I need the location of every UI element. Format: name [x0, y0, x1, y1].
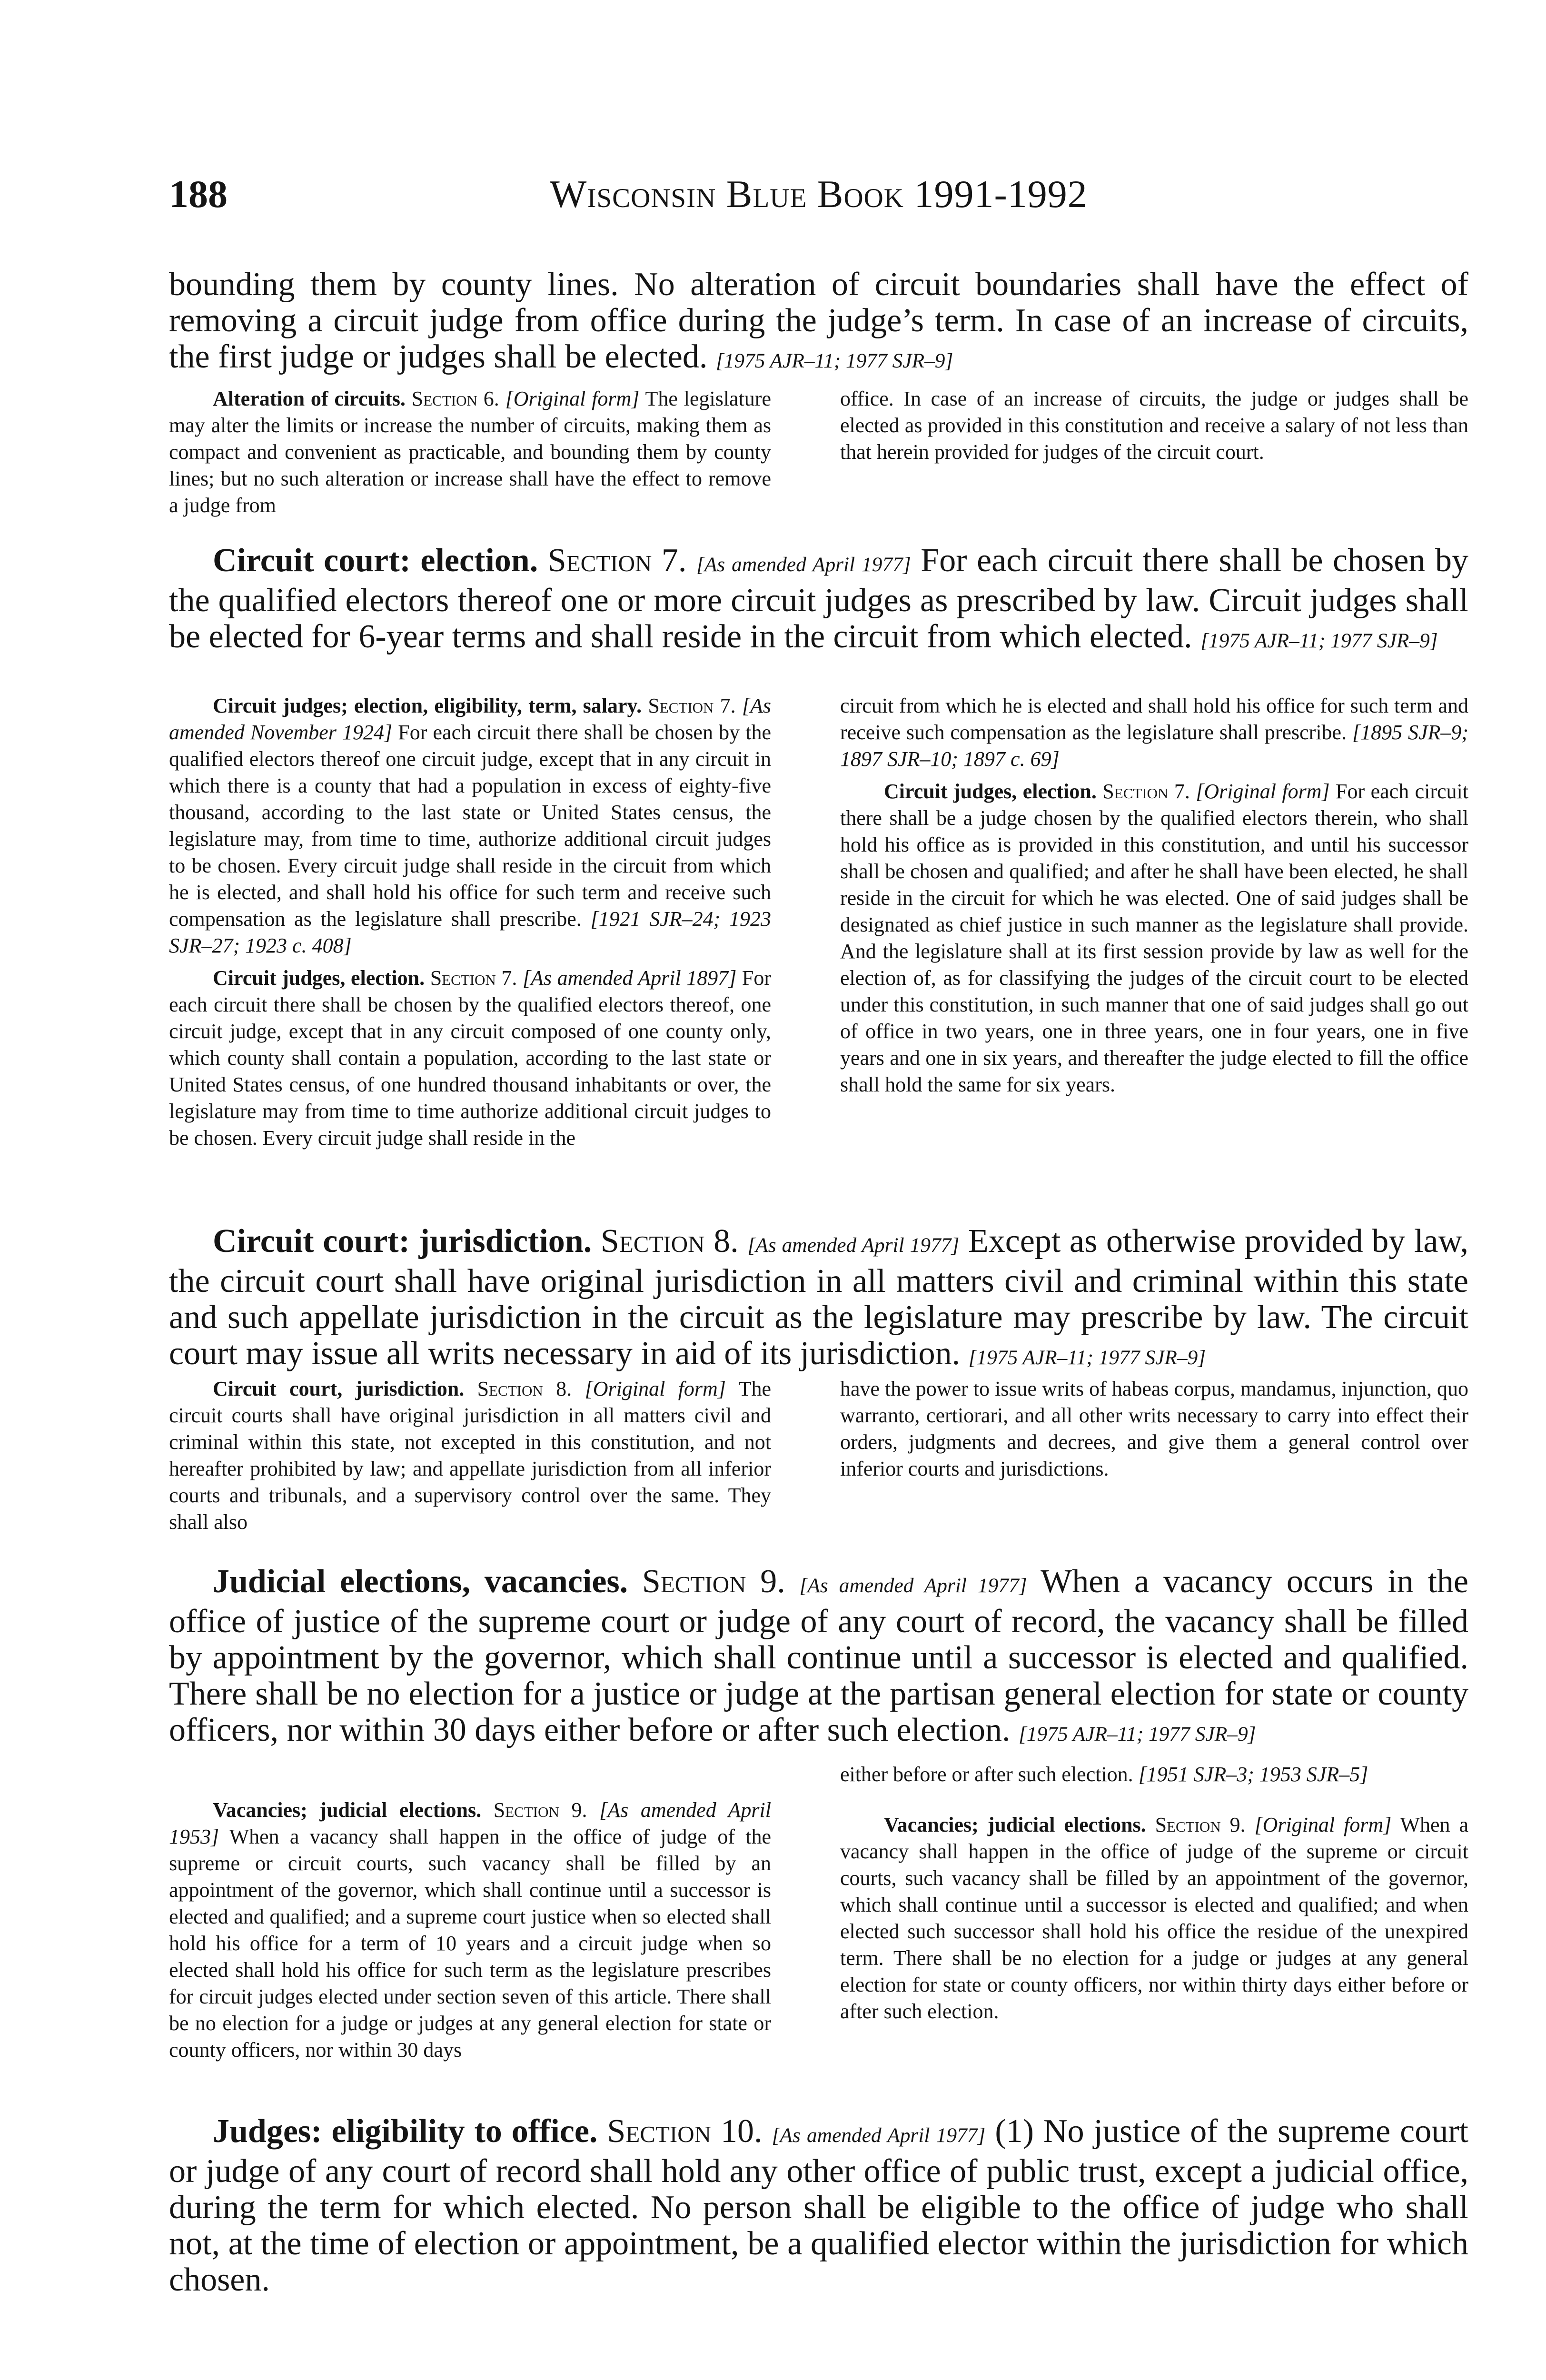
- section-citation: [1975 AJR–11; 1977 SJR–9]: [1200, 629, 1438, 652]
- section-number: Section 9.: [642, 1563, 785, 1600]
- note-text: For each circuit there shall be chosen by the qualified electors thereof, one circuit judge, except that in any circuit composed of one county only, which county shall contain a population, according to the last state or United States census, of one hundred thousand inhabitants or over, the legislature may from time to time authorize additional circuit judges to be chosen. Every circuit judge shall reside in the: [169, 966, 772, 1150]
- note-text: have the power to issue writs of habeas corpus, mandamus, injunction, quo warranto, certiorari, and all other writs necessary to carry into effect their orders, judgments and decrees, and give them a general control over inferior courts and jurisdictions.: [840, 1377, 1468, 1480]
- section-amended: [As amended April 1977]: [799, 1574, 1027, 1597]
- note-heading: Circuit court, jurisdiction.: [213, 1377, 465, 1400]
- intro-citation: [1975 AJR–11; 1977 SJR–9]: [715, 349, 953, 372]
- note-section: Section 7.: [648, 694, 736, 717]
- note-heading: Circuit judges, election.: [213, 966, 425, 990]
- page-number: 188: [169, 172, 228, 216]
- note-section: Section 8.: [477, 1377, 572, 1400]
- history-note-continued: [840, 1761, 1468, 1788]
- section-7-notes-left: [169, 693, 771, 1157]
- section-text: Except as otherwise provided by law, the circuit court shall have original jurisdiction in all matters civil and criminal within this state and such appellate jurisdiction in the circuit as the legislature may prescribe by law. The circuit court may issue all writs necessary in aid of its jurisdiction.: [169, 1223, 1468, 1372]
- section-10-paragraph: [169, 2113, 1468, 2298]
- note-amended: [As amended April 1953]: [169, 1798, 771, 1848]
- note-form: [Original form]: [585, 1377, 726, 1400]
- section-citation: [1975 AJR–11; 1977 SJR–9]: [1019, 1723, 1256, 1745]
- section-7-notes-right: [840, 693, 1468, 1104]
- section-9-note-left: [169, 1797, 771, 2063]
- note-text: When a vacancy shall happen in the office of judge of the supreme or circuit courts, such vacancy shall be filled by an appointment of the governor, which shall continue until a successor is elected and qualified; and when elected such successor shall hold his office the residue of the unexpired term. There shall be no election for a judge or judges at any general election for state or county officers, nor within thirty days either before or after such election.: [840, 1813, 1468, 2023]
- intro-text: bounding them by county lines. No alteration of circuit boundaries shall have the effect of removing a circuit judge from office during the judge’s term. In case of an increase of circuits, the first judge or judges shall be elected.: [169, 266, 1468, 375]
- note-section: Section 9.: [1155, 1813, 1246, 1836]
- note-form: [Original form]: [505, 387, 640, 410]
- section-heading: Judicial elections, vacancies.: [213, 1563, 628, 1600]
- intro-paragraph: [169, 267, 1468, 379]
- note-text: The circuit courts shall have original jurisdiction in all matters civil and criminal within this state, not excepted in this constitution, and not hereafter prohibited by law; and appellate jurisdiction from all inferior courts and tribunals, and a supervisory control over the same. They shall also: [169, 1377, 771, 1534]
- note-text: The legislature may alter the limits or increase the number of circuits, making them as compact and convenient as practicable, and bounding them by county lines; but no such alteration or increase shall have the effect to remove a judge from: [169, 387, 771, 517]
- alteration-note-left: [169, 386, 771, 519]
- history-note: [840, 778, 1468, 1098]
- note-text: either before or after such election.: [840, 1763, 1133, 1786]
- section-number: Section 7.: [547, 542, 687, 579]
- note-section: Section 6.: [411, 387, 499, 410]
- note-form: [Original form]: [1196, 780, 1330, 803]
- section-heading: Judges: eligibility to office.: [213, 2113, 598, 2150]
- section-7-paragraph: [169, 543, 1468, 659]
- section-amended: [As amended April 1977]: [772, 2124, 986, 2147]
- section-9-notes-right: [840, 1761, 1468, 2031]
- note-amended: [As amended November 1924]: [169, 694, 771, 744]
- section-text: For each circuit there shall be chosen by the qualified electors thereof one or more circuit judges as prescribed by law. Circuit judges shall be elected for 6-year terms and shall reside in the circuit from which elected.: [169, 542, 1469, 655]
- history-note: [169, 965, 771, 1151]
- note-form: [Original form]: [1254, 1813, 1392, 1836]
- section-8-note-right: [840, 1376, 1468, 1482]
- history-note: [840, 1812, 1468, 2025]
- section-9-paragraph: [169, 1564, 1468, 1752]
- section-citation: [1975 AJR–11; 1977 SJR–9]: [968, 1346, 1206, 1369]
- history-note: [169, 693, 771, 959]
- note-text: office. In case of an increase of circuits, the judge or judges shall be elected as provided in this constitution and receive a salary of not less than that herein provided for judges of the circuit court.: [840, 387, 1468, 464]
- section-number: Section 8.: [600, 1223, 739, 1259]
- section-text: (1) No justice of the supreme court or judge of any court of record shall hold any other office of public trust, except a judicial office, during the term for which elected. No person shall be eligible to the office of judge who shall not, at the time of election or appointment, be a qualified elector within the jurisdiction for which chosen.: [169, 2113, 1468, 2298]
- note-text: circuit from which he is elected and shall hold his office for such term and receive such compensation as the legislature shall prescribe.: [840, 694, 1468, 744]
- note-heading: Circuit judges, election.: [884, 780, 1097, 803]
- note-heading: Vacancies; judicial elections.: [213, 1798, 482, 1822]
- running-title: Wisconsin Blue Book 1991-1992: [550, 172, 1088, 216]
- note-heading: Circuit judges; election, eligibility, term, salary.: [213, 694, 642, 717]
- note-section: Section 7.: [430, 966, 517, 990]
- note-section: Section 9.: [493, 1798, 587, 1822]
- section-heading: Circuit court: election.: [213, 542, 538, 579]
- note-heading: Vacancies; judicial elections.: [884, 1813, 1146, 1836]
- section-text: When a vacancy occurs in the office of justice of the supreme court or judge of any court of record, the vacancy shall be filled by appointment by the governor, which shall continue until a successor is elected and qualified. There shall be no election for a justice or judge at the partisan general election for state or county officers, nor within 30 days either before or after such election.: [169, 1563, 1468, 1748]
- page-header: [169, 170, 1468, 223]
- note-amended: [As amended April 1897]: [522, 966, 737, 990]
- section-number: Section 10.: [607, 2113, 763, 2150]
- alteration-note-right: [840, 386, 1468, 466]
- note-citation: [1951 SJR–3; 1953 SJR–5]: [1138, 1763, 1368, 1786]
- section-amended: [As amended April 1977]: [747, 1234, 960, 1257]
- note-citation: [1921 SJR–24; 1923 SJR–27; 1923 c. 408]: [169, 907, 772, 957]
- section-amended: [As amended April 1977]: [696, 553, 911, 576]
- note-section: Section 7.: [1102, 780, 1190, 803]
- note-text: When a vacancy shall happen in the office of judge of the supreme or circuit courts, such vacancy shall be filled by an appointment of the governor, which shall continue until a successor is elected and qualified; and a supreme court justice when so elected shall hold his office for a term of 10 years and a circuit judge when so elected shall hold his office for such term as the legislature prescribes for circuit judges elected under section seven of this article. There shall be no election for a judge or judges at any general election for state or county officers, nor within 30 days: [169, 1825, 771, 2062]
- section-8-note-left: [169, 1376, 771, 1536]
- section-heading: Circuit court: jurisdiction.: [213, 1223, 592, 1259]
- section-8-paragraph: [169, 1223, 1468, 1376]
- note-text: For each circuit there shall be chosen by the qualified electors thereof one circuit judge, except that in any circuit in which there is a county that had a population in excess of eighty-five thousand, according to the last state or United States census, the legislature may, from time to time, authorize additional circuit judges to be chosen. Every circuit judge shall reside in the circuit from which he is elected, and shall hold his office for such term and receive such compensation as the legislature shall prescribe.: [169, 721, 772, 931]
- note-text: For each circuit there shall be a judge chosen by the qualified electors therein, who shall hold his office as is provided in this constitution, and until his successor shall be chosen and qualified; and after he shall have been elected, he shall reside in the circuit for which he was elected. One of said judges shall be designated as chief justice in such manner as the legislature shall provide. And the legislature shall at its first session provide by law as well for the election of, as for classifying the judges of the circuit court to be elected under this constitution, in such manner that one of said judges shall go out of office in two years, one in three years, one in four years, one in five years and one in six years, and thereafter the judge elected to fill the office shall hold the same for six years.: [840, 780, 1468, 1096]
- note-heading: Alteration of circuits.: [213, 387, 406, 410]
- history-note-continued: [840, 693, 1468, 773]
- note-citation: [1895 SJR–9; 1897 SJR–10; 1897 c. 69]: [840, 721, 1469, 771]
